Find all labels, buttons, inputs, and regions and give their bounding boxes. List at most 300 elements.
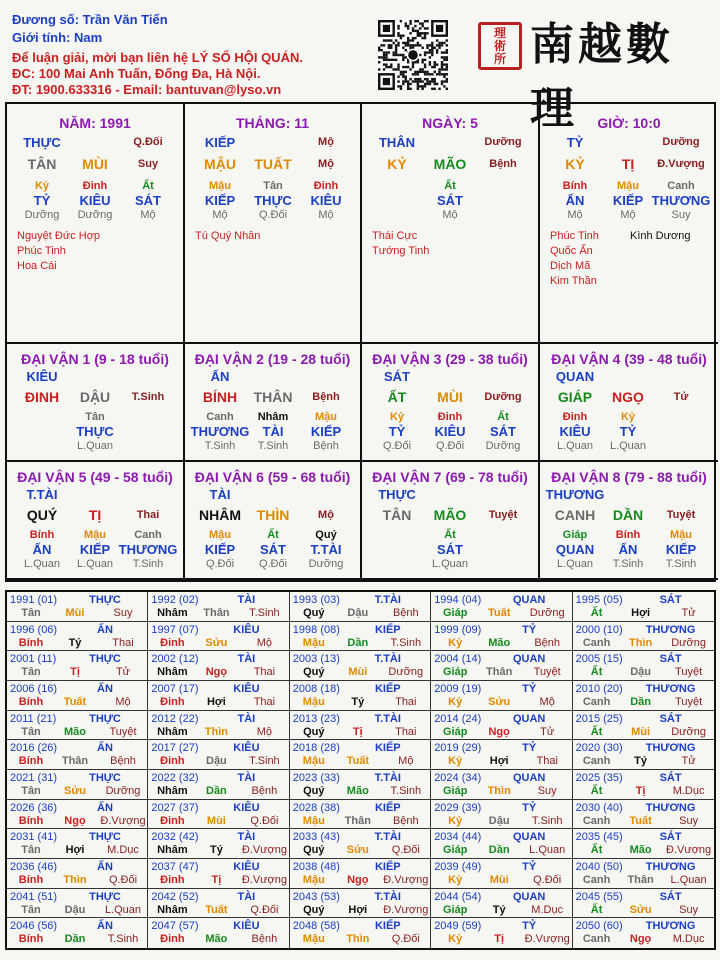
year-stem: Giáp <box>442 784 468 797</box>
year-cell <box>290 592 431 622</box>
hidden-stage: Mộ <box>318 209 334 221</box>
year-cell <box>573 740 714 770</box>
year-stem: Mậu <box>302 755 325 768</box>
year-ten-god: TÀI <box>237 831 256 844</box>
hidden-stage: L.Quan <box>609 440 647 452</box>
hidden-stem: Ất <box>444 529 456 541</box>
year-stem: Kỷ <box>448 755 463 768</box>
hidden-stem: Bính <box>562 180 588 192</box>
year-life-stage: Bệnh <box>110 755 136 768</box>
hidden-stem: Ất <box>444 180 456 192</box>
hidden-stage: Bệnh <box>313 440 339 452</box>
hidden-stem: Canh <box>206 411 234 423</box>
year-life-stage: Thai <box>112 636 134 649</box>
year-life-stage: Đ.Vượng <box>241 873 287 886</box>
year-label: 2012 (22) <box>151 712 199 725</box>
stem: CANH <box>554 507 596 523</box>
year-ten-god: ẤN <box>97 742 113 755</box>
year-branch: Tuất <box>346 755 369 768</box>
year-stem: Giáp <box>442 903 468 916</box>
year-life-stage: Tử <box>681 755 696 768</box>
year-ten-god: KIẾP <box>374 920 401 933</box>
year-branch: Dần <box>630 695 651 708</box>
year-branch: Dần <box>488 844 510 857</box>
hidden-ten-god: SÁT <box>490 424 516 439</box>
hidden-ten-god: SÁT <box>437 193 463 208</box>
year-life-stage: Suy <box>679 814 699 827</box>
stem: ẤT <box>387 389 407 405</box>
year-branch: Tuất <box>487 607 511 619</box>
year-cell <box>148 770 289 800</box>
stem: TÂN <box>382 507 412 523</box>
year-label: 2016 (26) <box>10 742 58 755</box>
branch: TUẤT <box>254 156 292 172</box>
ten-god-label: T.TÀI <box>26 487 58 502</box>
year-stem: Giáp <box>442 725 468 738</box>
year-ten-god: ẤN <box>97 623 113 636</box>
life-stage: Tuyệt <box>666 509 696 521</box>
year-stem: Kỷ <box>448 873 463 886</box>
year-stem: Bính <box>18 873 44 886</box>
year-label: 2033 (43) <box>292 831 340 844</box>
year-cell <box>7 740 148 770</box>
branch: MÙI <box>437 389 463 405</box>
year-stem: Quý <box>303 607 325 619</box>
ten-god-label: TÀI <box>209 487 231 502</box>
hidden-stem: Tân <box>85 411 105 423</box>
year-life-stage: Dưỡng <box>671 725 706 738</box>
year-cell <box>431 859 572 889</box>
year-cell <box>573 592 714 622</box>
hidden-stage: Mộ <box>620 209 636 221</box>
stem: QUÝ <box>26 507 58 523</box>
year-cell <box>431 918 572 948</box>
year-ten-god: KIÊU <box>233 920 260 933</box>
year-stem: Giáp <box>442 607 468 619</box>
card-title: ĐẠI VẬN 5 (49 - 58 tuổi) <box>17 469 173 485</box>
period-card-4 <box>540 344 718 462</box>
ten-god-label: Dưỡng <box>662 136 700 148</box>
hidden-ten-god: THỰC <box>76 424 114 439</box>
year-life-stage: Suy <box>679 903 699 916</box>
year-stem: Mậu <box>302 695 325 708</box>
year-ten-god: ẤN <box>97 801 113 814</box>
year-life-stage: Thai <box>253 695 276 708</box>
hidden-stage: L.Quan <box>556 558 594 570</box>
hidden-ten-god: KIẾP <box>79 542 111 557</box>
period-card-1 <box>7 344 185 462</box>
year-stem: Ất <box>590 607 603 619</box>
year-life-stage: Dưỡng <box>529 607 565 619</box>
year-cell <box>431 740 572 770</box>
ten-god-label: Dưỡng <box>484 136 522 148</box>
period-card-7 <box>362 462 540 580</box>
hidden-ten-god: ẤN <box>32 542 52 557</box>
year-stem: Tân <box>21 903 41 916</box>
year-stem: Mậu <box>302 636 325 649</box>
year-cell <box>573 651 714 681</box>
year-label: 2049 (59) <box>434 920 482 933</box>
hidden-stem: Đinh <box>562 411 588 423</box>
year-ten-god: SÁT <box>659 594 682 606</box>
hidden-ten-god: SÁT <box>135 193 161 208</box>
year-label: 2018 (28) <box>292 742 340 755</box>
year-branch: Sửu <box>205 636 228 649</box>
year-ten-god: KIẾP <box>374 623 401 636</box>
year-life-stage: Tử <box>681 607 696 619</box>
hidden-ten-god: KIẾP <box>612 193 644 208</box>
hidden-ten-god: ẤN <box>565 193 585 208</box>
year-ten-god: TÀI <box>237 653 256 666</box>
star-note: Thái Cực <box>372 230 418 242</box>
year-label: 2013 (23) <box>292 712 340 725</box>
year-stem: Canh <box>582 695 611 708</box>
year-branch: Thìn <box>487 784 511 797</box>
stem: MẬU <box>204 156 236 172</box>
hidden-stage: T.Sinh <box>204 440 236 452</box>
year-branch: Sửu <box>629 903 652 916</box>
year-stem: Canh <box>582 755 611 768</box>
year-branch: Mão <box>346 784 369 797</box>
year-ten-god: QUAN <box>512 831 546 844</box>
year-stem: Bính <box>18 755 44 768</box>
year-cell <box>7 918 148 948</box>
year-stem: Nhâm <box>157 844 188 857</box>
year-label: 2026 (36) <box>10 801 58 814</box>
year-life-stage: Đ.Vượng <box>524 933 570 946</box>
year-cell <box>290 859 431 889</box>
year-label: 2023 (33) <box>292 771 340 784</box>
year-ten-god: QUAN <box>512 594 546 606</box>
year-cell <box>573 622 714 652</box>
life-stage: Thai <box>136 509 160 521</box>
year-ten-god: TỶ <box>522 742 537 755</box>
year-branch: Mão <box>205 933 228 946</box>
hidden-ten-god: THỰC <box>254 193 292 208</box>
year-branch: Ngọ <box>347 873 369 886</box>
year-life-stage: L.Quan <box>670 873 707 886</box>
year-stem: Quý <box>303 903 325 916</box>
year-branch: Thìn <box>63 873 87 886</box>
pillar-card-2 <box>185 104 362 344</box>
year-cell <box>573 859 714 889</box>
hidden-stem: Ất <box>267 529 279 541</box>
year-cell <box>431 681 572 711</box>
year-stem: Quý <box>303 844 325 857</box>
year-branch: Hợi <box>348 903 368 916</box>
year-life-stage: T.Sinh <box>249 755 280 768</box>
year-branch: Dần <box>64 933 86 946</box>
year-life-stage: Thai <box>536 755 558 768</box>
star-note: Dịch Mã <box>550 260 591 272</box>
year-branch: Dần <box>206 784 227 797</box>
hidden-stage: L.Quan <box>76 440 114 452</box>
year-stem: Quý <box>303 784 325 797</box>
year-life-stage: Q.Đối <box>391 933 420 946</box>
hidden-ten-god: KIÊU <box>310 193 342 208</box>
hidden-ten-god: SÁT <box>260 542 286 557</box>
year-label: 2032 (42) <box>151 831 199 844</box>
year-branch: Mùi <box>631 725 651 738</box>
year-ten-god: THƯƠNG <box>645 623 696 636</box>
year-stem: Đinh <box>160 933 185 946</box>
year-stem: Tân <box>21 725 41 738</box>
year-ten-god: T.TÀI <box>374 890 401 903</box>
year-life-stage: Tuyệt <box>109 725 137 738</box>
ten-god-label: SÁT <box>384 369 410 384</box>
ten-god-label: THÂN <box>378 135 416 150</box>
year-label: 2027 (37) <box>151 801 199 814</box>
year-branch: Tuất <box>629 814 652 827</box>
branch: MÃO <box>433 156 467 172</box>
year-cell <box>573 889 714 919</box>
year-label: 2035 (45) <box>575 831 623 844</box>
year-stem: Giáp <box>442 844 468 857</box>
branch: NGỌ <box>612 389 644 405</box>
year-label: 2025 (35) <box>575 771 623 784</box>
hidden-ten-god: KIẾP <box>665 542 697 557</box>
branch: DẦN <box>612 507 644 523</box>
year-life-stage: Bệnh <box>251 933 278 946</box>
year-cell <box>148 681 289 711</box>
hidden-stem: Nhâm <box>257 411 289 423</box>
year-life-stage: Q.Đối <box>250 814 279 827</box>
year-stem: Tân <box>21 666 41 679</box>
year-ten-god: TỶ <box>522 801 537 814</box>
year-life-stage: Đ.Vượng <box>383 903 429 916</box>
year-stem: Kỷ <box>448 636 463 649</box>
star-note: Kình Dương <box>630 230 691 242</box>
year-life-stage: T.Sinh <box>531 814 563 827</box>
year-life-stage: Q.Đối <box>250 903 279 916</box>
year-label: 2004 (14) <box>434 653 482 666</box>
year-cell <box>7 651 148 681</box>
hidden-ten-god: KIẾP <box>204 193 236 208</box>
year-life-stage: Mộ <box>115 695 131 708</box>
year-life-stage: Đ.Vượng <box>383 873 429 886</box>
hidden-ten-god: TỶ <box>619 424 637 439</box>
year-branch: Ngọ <box>488 725 510 738</box>
year-life-stage: Thai <box>395 695 417 708</box>
year-cell <box>7 829 148 859</box>
year-stem: Tân <box>21 844 41 857</box>
year-ten-god: SÁT <box>659 890 682 903</box>
year-branch: Thân <box>203 607 230 619</box>
year-label: 2047 (57) <box>151 920 199 933</box>
year-stem: Kỷ <box>448 695 463 708</box>
hidden-ten-god: KIÊU <box>434 424 466 439</box>
year-life-stage: M.Dục <box>672 784 705 797</box>
year-cell <box>148 651 289 681</box>
year-ten-god: T.TÀI <box>374 653 401 666</box>
stem: TÂN <box>27 156 57 172</box>
year-label: 1994 (04) <box>434 594 482 606</box>
year-stem: Quý <box>303 666 325 679</box>
year-label: 2038 (48) <box>292 860 340 873</box>
year-label: 2021 (31) <box>10 771 58 784</box>
pillar-card-4 <box>540 104 718 344</box>
year-cell <box>431 889 572 919</box>
hidden-stem: Mậu <box>209 529 231 541</box>
year-cell <box>573 770 714 800</box>
year-cell <box>7 711 148 741</box>
year-label: 2005 (15) <box>575 653 623 666</box>
address-line: ĐC: 100 Mai Anh Tuấn, Đống Đa, Hà Nội. <box>12 66 261 81</box>
year-branch: Hợi <box>489 755 509 768</box>
year-branch: Dậu <box>64 903 86 916</box>
year-label: 2039 (49) <box>434 860 482 873</box>
year-cell <box>573 918 714 948</box>
year-label: 2031 (41) <box>10 831 58 844</box>
star-note: Tướng Tinh <box>372 245 430 257</box>
year-branch: Tý <box>68 636 82 649</box>
year-cell <box>431 800 572 830</box>
year-life-stage: M.Dục <box>672 933 705 946</box>
year-ten-god: KIẾP <box>374 860 401 873</box>
year-cell <box>148 740 289 770</box>
hidden-ten-god: THƯƠNG <box>118 542 178 557</box>
year-cell <box>148 859 289 889</box>
year-label: 2007 (17) <box>151 682 199 695</box>
hidden-stem: Ất <box>142 180 154 192</box>
year-branch: Ngọ <box>64 814 86 827</box>
period-card-3 <box>362 344 540 462</box>
qr-code-icon[interactable] <box>378 20 448 90</box>
year-life-stage: Mộ <box>256 636 273 649</box>
hidden-stem: Giáp <box>562 529 588 541</box>
star-note: Hoa Cái <box>17 260 57 272</box>
year-ten-god: QUAN <box>512 890 546 903</box>
hidden-stem: Bính <box>29 529 55 541</box>
year-cell <box>290 711 431 741</box>
year-branch: Tị <box>494 933 505 946</box>
year-label: 2008 (18) <box>292 682 340 695</box>
year-life-stage: Dưỡng <box>105 784 141 797</box>
year-cell <box>148 622 289 652</box>
year-ten-god: THƯƠNG <box>645 860 696 873</box>
year-cell <box>290 800 431 830</box>
ten-god-label: ẤN <box>210 369 230 384</box>
year-branch: Hợi <box>206 695 226 708</box>
card-title: ĐẠI VẬN 3 (29 - 38 tuổi) <box>372 351 528 367</box>
hidden-stage: Mộ <box>212 209 228 221</box>
year-ten-god: T.TÀI <box>374 831 401 844</box>
year-branch: Ngọ <box>629 933 652 946</box>
year-ten-god: KIÊU <box>233 623 260 636</box>
life-stage: Suy <box>137 158 159 170</box>
hidden-stage: L.Quan <box>556 440 594 452</box>
year-life-stage: Đ.Vượng <box>666 844 712 857</box>
year-branch: Mão <box>629 844 652 857</box>
card-title: GIỜ: 10:0 <box>597 115 661 131</box>
year-branch: Sửu <box>488 695 511 708</box>
year-stem: Kỷ <box>448 814 463 827</box>
year-branch: Tý <box>492 903 506 916</box>
year-cell <box>7 859 148 889</box>
hidden-stem: Ất <box>497 411 509 423</box>
year-ten-god: TỶ <box>522 920 537 933</box>
hidden-ten-god: TÀI <box>262 424 284 439</box>
hidden-stem: Kỷ <box>620 411 636 423</box>
year-ten-god: QUAN <box>512 771 546 784</box>
chart-board <box>5 102 716 582</box>
year-life-stage: Suy <box>537 784 557 797</box>
year-stem: Bính <box>18 636 44 649</box>
star-note: Quốc Ấn <box>550 245 593 257</box>
year-branch: Dậu <box>630 666 651 679</box>
year-cell <box>7 592 148 622</box>
year-cell <box>573 711 714 741</box>
year-label: 2000 (10) <box>575 623 623 636</box>
year-branch: Ngọ <box>205 666 228 679</box>
year-life-stage: T.Sinh <box>107 933 139 946</box>
branch: THÌN <box>256 507 290 523</box>
year-cell <box>7 770 148 800</box>
year-branch: Thìn <box>204 725 228 738</box>
year-ten-god: THỰC <box>89 594 121 606</box>
hidden-stage: L.Quan <box>76 558 114 570</box>
card-title: THÁNG: 11 <box>235 115 310 131</box>
ten-god-label: Mộ <box>318 136 334 148</box>
year-cell <box>290 681 431 711</box>
year-life-stage: L.Quan <box>104 903 142 916</box>
stem: KỶ <box>565 156 585 172</box>
year-ten-god: QUAN <box>512 712 546 725</box>
year-stem: Canh <box>582 814 611 827</box>
year-cell <box>431 770 572 800</box>
year-ten-god: TỶ <box>522 682 537 695</box>
year-ten-god: TÀI <box>237 890 256 903</box>
year-ten-god: KIÊU <box>233 742 260 755</box>
year-branch: Hợi <box>65 844 85 857</box>
year-label: 2029 (39) <box>434 801 482 814</box>
year-life-stage: Đ.Vượng <box>241 844 287 857</box>
year-stem: Đinh <box>160 755 185 768</box>
year-stem: Đinh <box>160 873 185 886</box>
ten-god-label: TỶ <box>566 135 584 150</box>
year-cell <box>431 651 572 681</box>
year-branch: Tị <box>211 873 222 886</box>
year-branch: Hợi <box>631 607 651 619</box>
card-title: ĐẠI VẬN 2 (19 - 28 tuổi) <box>194 351 351 367</box>
year-life-stage: Đ.Vượng <box>100 814 146 827</box>
stem: KỶ <box>387 156 407 172</box>
hidden-ten-god: THƯƠNG <box>651 193 711 208</box>
card-title: NĂM: 1991 <box>59 115 131 131</box>
year-label: 2022 (32) <box>151 771 199 784</box>
year-life-stage: Mộ <box>539 695 555 708</box>
hidden-stem: Tân <box>263 180 283 192</box>
year-ten-god: KIẾP <box>374 801 401 814</box>
year-stem: Ất <box>590 784 603 797</box>
branch: MÃO <box>433 507 467 523</box>
hidden-stage: Q.Đối <box>205 558 235 570</box>
hidden-ten-god: T.TÀI <box>310 542 342 557</box>
year-cell <box>7 681 148 711</box>
hidden-stem: Mậu <box>209 180 231 192</box>
year-label: 2006 (16) <box>10 682 58 695</box>
hidden-stem: Mậu <box>617 180 639 192</box>
year-branch: Tý <box>351 695 365 708</box>
year-ten-god: THỰC <box>89 831 121 844</box>
logo: 南越數理 <box>530 19 674 134</box>
year-stem: Bính <box>18 933 44 946</box>
hidden-stage: L.Quan <box>431 558 469 570</box>
year-label: 2014 (24) <box>434 712 482 725</box>
year-label: 1993 (03) <box>292 594 340 606</box>
year-ten-god: T.TÀI <box>374 712 401 725</box>
year-label: 2017 (27) <box>151 742 199 755</box>
